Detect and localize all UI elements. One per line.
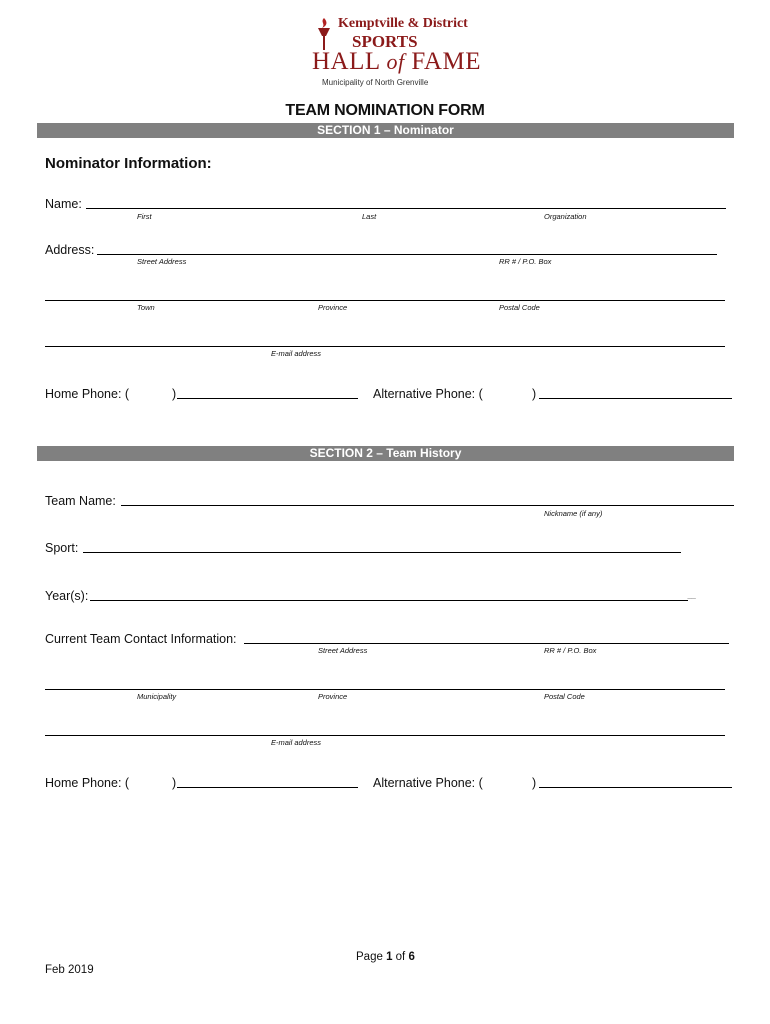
address-field[interactable] xyxy=(97,254,717,255)
caption-street-address: Street Address xyxy=(137,257,187,266)
name-field[interactable] xyxy=(86,208,726,209)
alt-phone-label: Alternative Phone: ( xyxy=(373,387,483,401)
team-home-phone-label: Home Phone: ( xyxy=(45,776,130,790)
email-field[interactable] xyxy=(45,346,725,347)
caption-email: E-mail address xyxy=(271,349,322,358)
caption-contact-email: E-mail address xyxy=(271,738,322,747)
contact-field[interactable] xyxy=(244,643,729,644)
sport-field[interactable] xyxy=(83,552,681,553)
years-field[interactable] xyxy=(90,600,688,601)
section-1-bar: SECTION 1 – Nominator xyxy=(37,123,734,138)
caption-municipality: Municipality xyxy=(137,692,177,701)
caption-organization: Organization xyxy=(544,212,587,221)
caption-nickname: Nickname (if any) xyxy=(544,509,603,518)
contact-label: Current Team Contact Information: xyxy=(45,632,237,646)
contact-email-field[interactable] xyxy=(45,735,725,736)
home-phone-paren: ) xyxy=(172,387,177,401)
municipality-field[interactable] xyxy=(45,689,725,690)
caption-first: First xyxy=(137,212,152,221)
section-2-bar: SECTION 2 – Team History xyxy=(37,446,734,461)
team-home-phone-field[interactable] xyxy=(177,787,358,788)
address-label: Address: xyxy=(45,243,95,257)
name-label: Name: xyxy=(45,197,82,211)
hall-of-fame-logo xyxy=(312,16,481,92)
caption-contact-po-box: RR # / P.O. Box xyxy=(544,646,597,655)
page-number: Page 1 of 6 xyxy=(356,951,415,963)
logo-line-2: SPORTS xyxy=(352,32,418,51)
team-alt-phone-paren: ) xyxy=(532,776,537,790)
years-label: Year(s): xyxy=(45,589,89,603)
home-phone-field[interactable] xyxy=(177,398,358,399)
caption-last: Last xyxy=(362,212,377,221)
town-field[interactable] xyxy=(45,300,725,301)
caption-postal-code: Postal Code xyxy=(499,303,540,312)
years-tail: __ xyxy=(688,591,697,600)
caption-province: Province xyxy=(318,303,348,312)
caption-town: Town xyxy=(137,303,155,312)
caption-po-box: RR # / P.O. Box xyxy=(499,257,552,266)
caption-contact-postal: Postal Code xyxy=(544,692,585,701)
caption-contact-province: Province xyxy=(318,692,348,701)
alt-phone-paren: ) xyxy=(532,387,537,401)
logo-line-1: Kemptville & District xyxy=(338,16,468,31)
footer-date: Feb 2019 xyxy=(45,964,94,976)
alt-phone-field[interactable] xyxy=(539,398,732,399)
home-phone-label: Home Phone: ( xyxy=(45,387,130,401)
team-name-label: Team Name: xyxy=(45,494,116,508)
logo-line-3: HALL of FAME xyxy=(312,48,481,75)
team-alt-phone-label: Alternative Phone: ( xyxy=(373,776,483,790)
team-alt-phone-field[interactable] xyxy=(539,787,732,788)
form-title: TEAM NOMINATION FORM xyxy=(285,102,485,119)
team-home-phone-paren: ) xyxy=(172,776,177,790)
logo-line-4: Municipality of North Grenville xyxy=(322,78,429,87)
sport-label: Sport: xyxy=(45,541,79,555)
torch-icon xyxy=(314,16,334,52)
nominator-heading: Nominator Information: xyxy=(45,155,212,172)
caption-contact-street: Street Address xyxy=(318,646,368,655)
team-name-field[interactable] xyxy=(121,505,734,506)
